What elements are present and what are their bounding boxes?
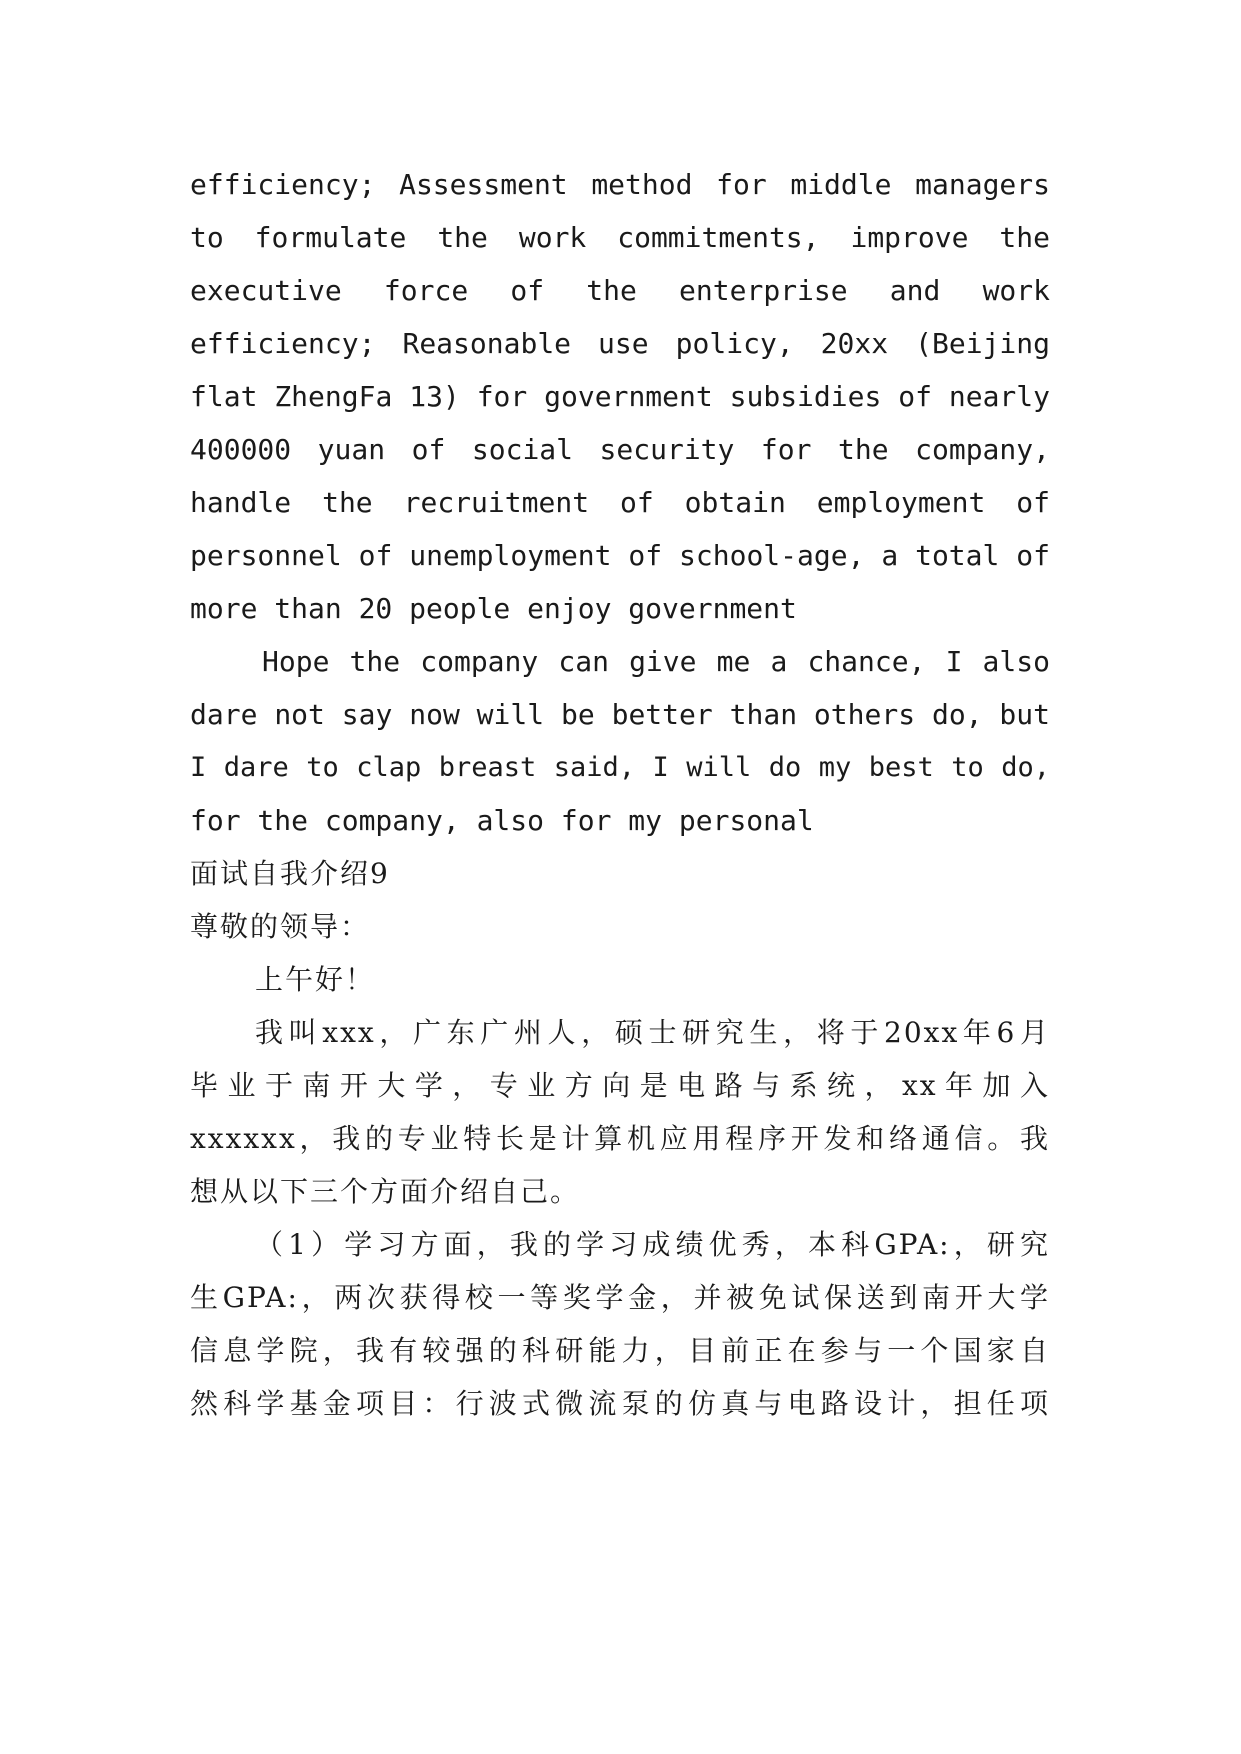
text-line: I dare to clap breast said, I will do my best to do,	[190, 752, 1050, 783]
text-line: for the company, also for my personal	[190, 804, 814, 837]
text-line: flat ZhengFa 13) for government subsidies of nearly	[190, 380, 1050, 413]
text-line: personnel of unemployment of school-age, a total of	[190, 539, 1050, 572]
text-line: 生GPA:，两次获得校一等奖学金，并被免试保送到南开大学	[190, 1281, 1050, 1314]
text-line: efficiency; Assessment method for middle managers	[190, 168, 1050, 201]
text-line: efficiency; Reasonable use policy, 20xx (Beijing	[190, 327, 1050, 360]
text-line: dare not say now will be better than others do, but	[190, 698, 1050, 731]
text-line: 毕业于南开大学，专业方向是电路与系统，xx年加入	[190, 1069, 1050, 1102]
text-line: more than 20 people enjoy government	[190, 592, 797, 625]
text-line: Hope the company can give me a chance, I also	[262, 645, 1050, 678]
text-line: 我叫xxx，广东广州人，硕士研究生，将于20xx年6月	[255, 1016, 1050, 1049]
text-line: 想从以下三个方面介绍自己。	[190, 1175, 581, 1208]
text-line: 信息学院，我有较强的科研能力，目前正在参与一个国家自	[190, 1334, 1050, 1367]
text-line: xxxxxx，我的专业特长是计算机应用程序开发和络通信。我	[190, 1122, 1050, 1155]
text-line: （1）学习方面，我的学习成绩优秀，本科GPA:，研究	[255, 1228, 1050, 1261]
text-line: executive force of the enterprise and work	[190, 274, 1050, 307]
text-line: 400000 yuan of social security for the company,	[190, 433, 1050, 466]
greeting: 上午好！	[255, 963, 376, 996]
text-line: to formulate the work commitments, improve the	[190, 221, 1050, 254]
salutation: 尊敬的领导：	[190, 910, 371, 943]
section-title: 面试自我介绍9	[190, 857, 390, 890]
text-line: 然科学基金项目：行波式微流泵的仿真与电路设计，担任项	[190, 1387, 1050, 1420]
text-line: handle the recruitment of obtain employment of	[190, 486, 1050, 519]
